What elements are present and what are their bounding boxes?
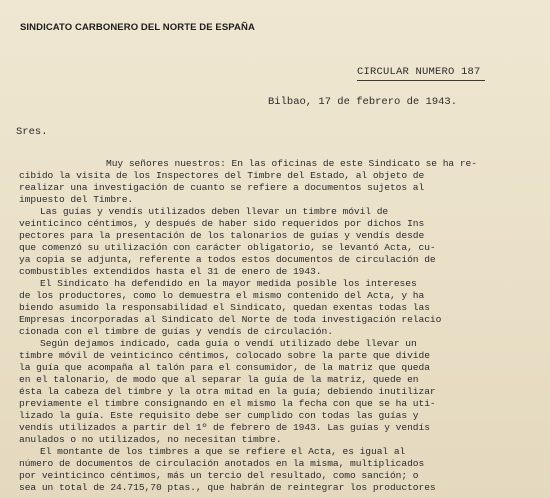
body-line: veinticinco céntimos, y después de haber sido requeridos por dichos Ins (19, 218, 425, 229)
body-line: ya copia se adjunta, referente a todos estos documentos de circulación de (19, 254, 436, 265)
body-line: anulados o no utilizados, no necesitan timbre. (19, 434, 282, 445)
body-line: de los productores, como lo demuestra el mismo contenido del Acta, y ha (19, 290, 425, 301)
body-line: realizar una investigación de cuanto se refiere a documentos sujetos al (19, 182, 425, 193)
body-line: El Sindicato ha defendido en la mayor medida posible los intereses (40, 278, 417, 289)
body-line: Muy señores nuestros: En las oficinas de este Sindicato se ha re- (106, 158, 477, 169)
body-line: previamente el timbre consignando en el mismo la fecha con que se ha uti- (19, 398, 436, 409)
body-line: lizado la guía. Este requisito debe ser cumplido con todas las guías y (19, 410, 419, 421)
greeting: Sres. (16, 126, 48, 138)
body-line: en el talonario, de modo que al separar la guía de la matriz, quede en (19, 374, 419, 385)
letter-date: Bilbao, 17 de febrero de 1943. (268, 96, 458, 108)
body-line: por veinticinco céntimos, más un tercio del resultado, como sanción; o (19, 470, 419, 481)
letterhead: SINDICATO CARBONERO DEL NORTE DE ESPAÑA (20, 22, 255, 33)
body-line: Las guías y vendís utilizados deben llevar un timbre móvil de (40, 206, 389, 217)
body-line: combustibles extendidos hasta el 31 de enero de 1943. (19, 266, 322, 277)
body-line: cionada con el timbre de guías y vendís de circulación. (19, 326, 333, 337)
body-line: ésta la cabeza del timbre y la otra mitad en la guía; debiendo inutilizar (19, 386, 436, 397)
body-line: biendo asumido la responsabilidad el Sindicato, quedan exentas todas las (19, 302, 430, 313)
circular-number: CIRCULAR NUMERO 187 (357, 66, 481, 78)
body-line: vendís utilizados a partir del 1º de febrero de 1943. Las guías y vendís (19, 422, 430, 433)
body-line: sea un total de 24.715,70 ptas., que habrán de reintegrar los productores (19, 482, 436, 493)
body-line: impuesto del Timbre. (19, 194, 134, 205)
body-line: que comenzó su utilización con carácter obligatorio, se levantó Acta, cu- (19, 242, 436, 253)
body-line: número de documentos de circulación anotados en la misma, multiplicados (19, 458, 425, 469)
body-line: la guía que acompaña al talón para el consumidor, de la matriz que queda (19, 362, 430, 373)
body-line: cibido la visita de los Inspectores del Timbre del Estado, al objeto de (19, 170, 425, 181)
body-line: Empresas incorporadas al Sindicato del Norte de toda investigación relacio (19, 314, 442, 325)
body-line: El montante de los timbres a que se refiere el Acta, es igual al (40, 446, 406, 457)
body-line: Según dejamos indicado, cada guía o vendí utilizado debe llevar un (40, 338, 417, 349)
body-line: pectores para la presentación de los talonarios de guías y vendís desde (19, 230, 425, 241)
body-line: timbre móvil de veinticinco céntimos, colocado sobre la parte que divide (19, 350, 430, 361)
